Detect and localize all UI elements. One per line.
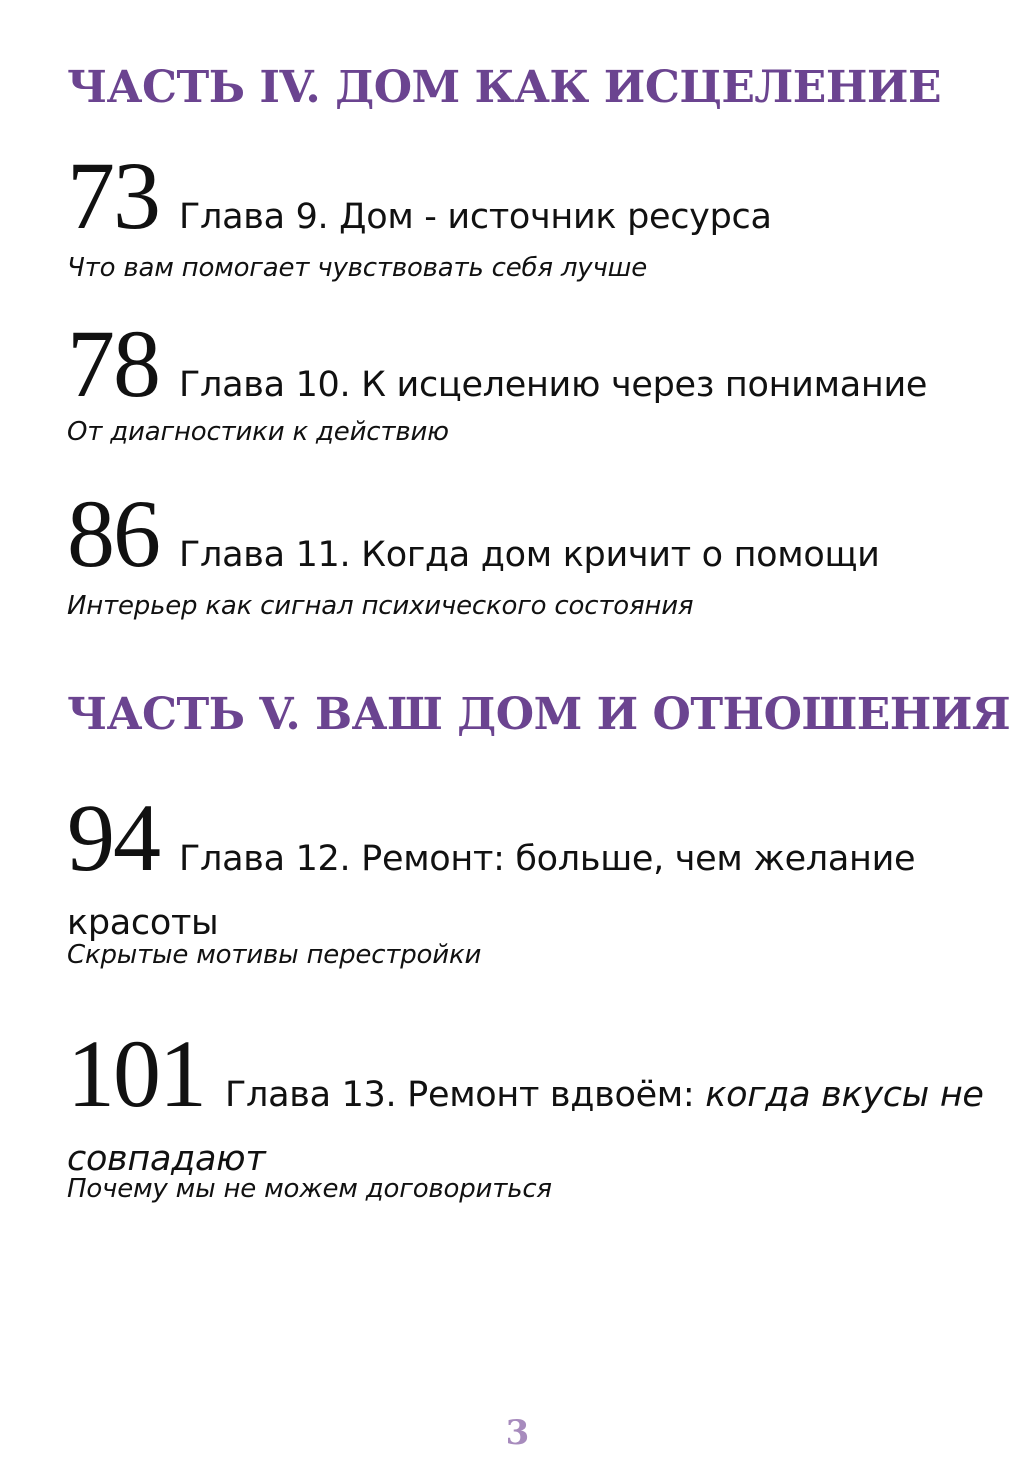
chapter-subtitle: Скрытые мотивы перестройки (67, 940, 482, 970)
chapter-subtitle: Что вам помогает чувствовать себя лучше (67, 253, 648, 283)
part-title: ЧАСТЬ V. ВАШ ДОМ И ОТНОШЕНИЯ (67, 689, 1011, 740)
page-number: 73 (67, 142, 159, 249)
toc-entry[interactable] (67, 310, 987, 420)
toc-entry[interactable] (67, 142, 987, 252)
chapter-title: Глава 10. К исцелению через понимание (179, 365, 928, 405)
page-number: 86 (67, 480, 159, 587)
toc-entry-heading (67, 784, 987, 958)
part-title: ЧАСТЬ IV. ДОМ КАК ИСЦЕЛЕНИЕ (67, 62, 942, 113)
page-number-footer: 3 (505, 1413, 530, 1453)
toc-entry-heading (67, 310, 987, 420)
toc-entry-heading (67, 480, 987, 590)
toc-entry[interactable] (67, 1020, 987, 1194)
toc-entry[interactable] (67, 784, 987, 958)
toc-entry-heading (67, 142, 987, 252)
toc-entry[interactable] (67, 480, 987, 590)
chapter-title: Глава 13. Ремонт вдвоём: (225, 1075, 706, 1115)
page-number: 101 (67, 1020, 205, 1127)
chapter-title: Глава 9. Дом - источник ресурса (179, 197, 772, 237)
chapter-title-italic: когда вкусы не совпадают (67, 1075, 984, 1179)
page-number: 78 (67, 310, 159, 417)
toc-entry-heading (67, 1020, 987, 1194)
chapter-subtitle: Интерьер как сигнал психического состояния (67, 591, 694, 621)
chapter-subtitle: Почему мы не можем договориться (67, 1174, 552, 1204)
chapter-title: Глава 12. Ремонт: больше, чем желание красоты (67, 839, 916, 943)
chapter-title: Глава 11. Когда дом кричит о помощи (179, 535, 880, 575)
chapter-subtitle: От диагностики к действию (67, 417, 449, 447)
page-number: 94 (67, 784, 159, 891)
